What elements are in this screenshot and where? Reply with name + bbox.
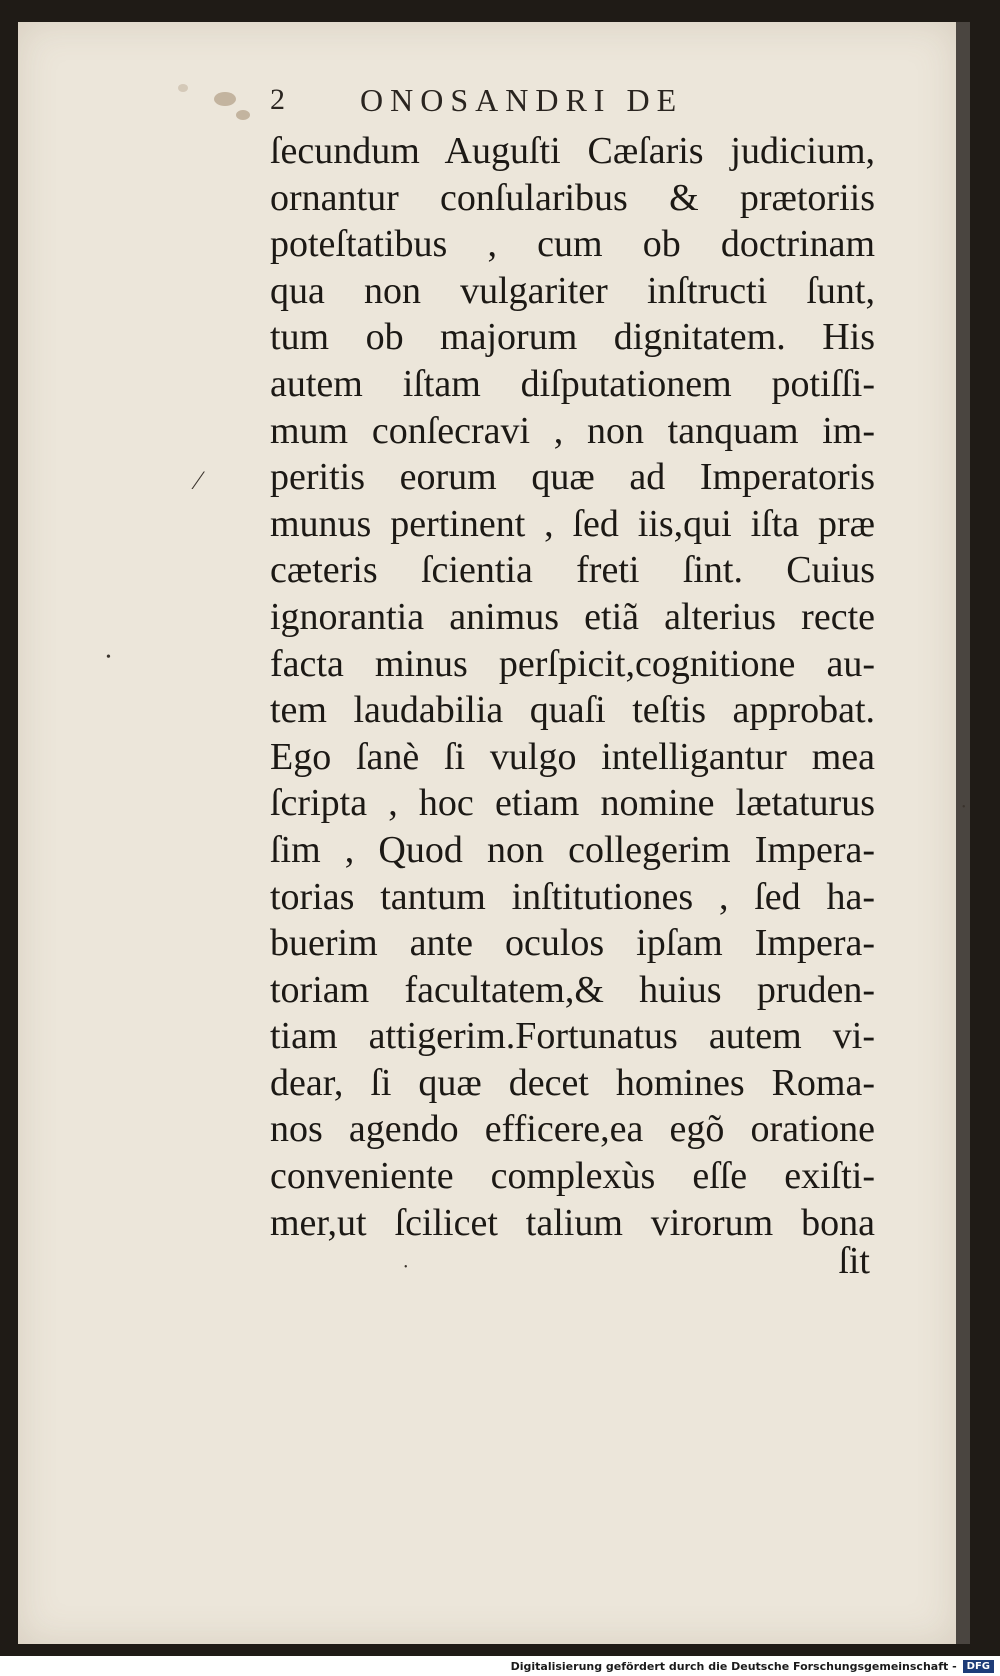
margin-dot: • <box>962 802 966 813</box>
text-line: torias tantum inſtitutiones , ſed ha- <box>270 875 875 918</box>
funding-credit: Digitalisierung gefördert durch die Deutsche Forschungsgemeinschaft - <box>510 1659 957 1673</box>
text-line: buerim ante oculos ipſam Impera- <box>270 922 875 965</box>
text-line: ſim , Quod non collegerim Impera- <box>270 828 875 871</box>
text-line: ſecundum Auguſti Cæſaris judicium, <box>270 130 875 172</box>
text-line: autem iſtam diſputationem potiſſi- <box>270 362 875 405</box>
running-head <box>270 78 830 122</box>
text-line: Ego ſanè ſi vulgo intelligantur mea <box>270 735 875 778</box>
text-line: ornantur conſularibus & prætoriis <box>270 176 875 219</box>
text-line: qua non vulgariter inſtructi ſunt, <box>270 269 875 312</box>
text-line: peritis eorum quæ ad Imperatoris <box>270 456 875 499</box>
margin-dot: • <box>404 1262 408 1273</box>
text-line: dear, ſi quæ decet homines Roma- <box>270 1061 875 1104</box>
text-line: nos agendo efficere,ea egõ oratione <box>270 1108 875 1151</box>
margin-mark: ⁄ <box>196 466 201 495</box>
footer-bar <box>0 1656 1000 1676</box>
text-line: tem laudabilia quaſi teſtis approbat. <box>270 689 875 732</box>
text-line: ignorantia animus etiã alterius recte <box>270 595 875 638</box>
catchword: ſit <box>838 1240 870 1282</box>
text-line: poteſtatibus , cum ob doctrinam <box>270 223 875 266</box>
ink-stain <box>236 110 250 120</box>
margin-dot: • <box>106 650 111 665</box>
ink-stain <box>214 92 236 106</box>
text-line: facta minus perſpicit,cognitione au- <box>270 642 875 685</box>
ink-stain <box>178 84 188 92</box>
text-line: tum ob majorum dignitatem. His <box>270 316 875 359</box>
page-number: 2 <box>270 83 285 116</box>
text-line: toriam facultatem,& huius pruden- <box>270 968 875 1011</box>
text-line: tiam attigerim.Fortunatus autem vi- <box>270 1015 875 1058</box>
text-line: cæteris ſcientia freti ſint. Cuius <box>270 549 875 592</box>
text-line: ſcripta , hoc etiam nomine lætaturus <box>270 782 875 825</box>
text-line: conveniente complexùs eſſe exiſti- <box>270 1155 875 1198</box>
text-line: mum conſecravi , non tanquam im- <box>270 409 875 452</box>
body-text <box>270 128 875 1246</box>
text-line: mer,ut ſcilicet talium virorum bona <box>270 1201 875 1244</box>
running-title: ONOSANDRI DE <box>360 81 684 118</box>
text-line: munus pertinent , ſed iis,qui iſta præ <box>270 502 875 545</box>
dfg-logo-icon: DFG <box>963 1660 994 1673</box>
